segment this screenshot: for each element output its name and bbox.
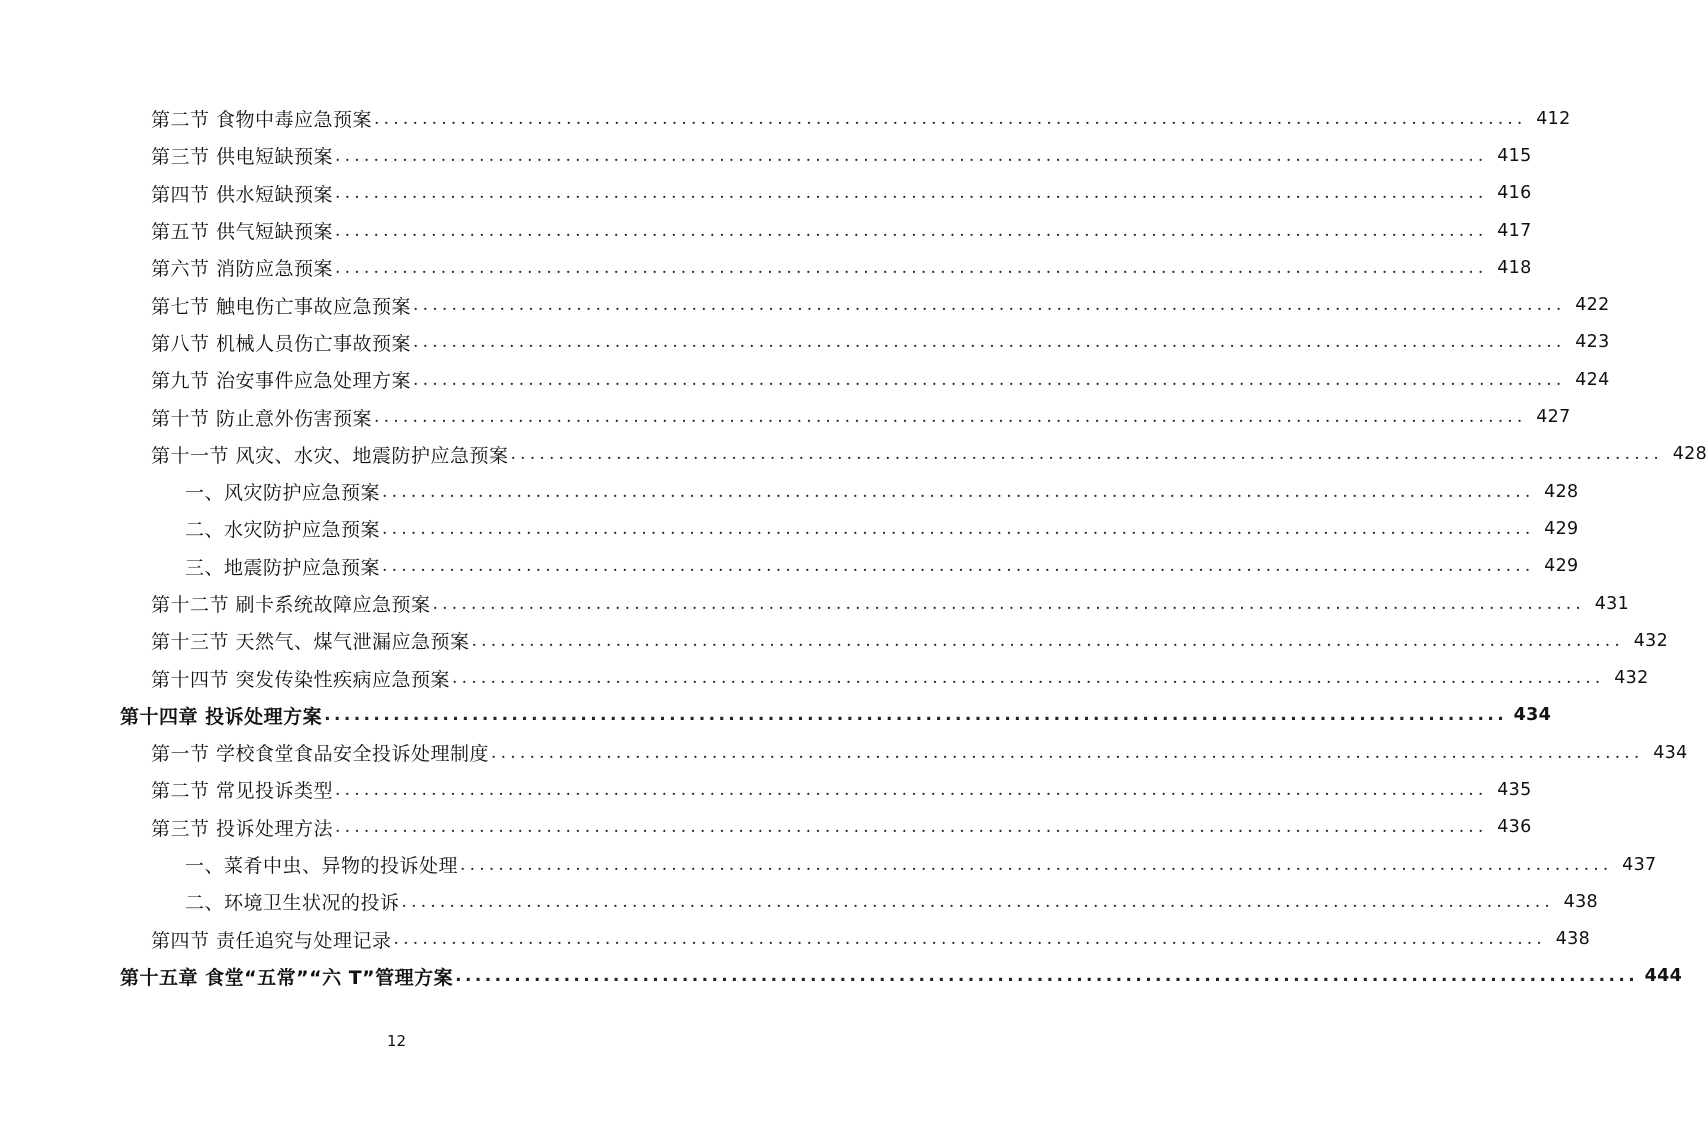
toc-entry-sub[interactable] (0, 473, 1579, 510)
page-number: 12 (386, 1032, 407, 1050)
toc-entry-page-number: 428 (1672, 444, 1707, 465)
toc-entry-title: 第十四节 突发传染性疾病应急预案 (151, 665, 450, 692)
toc-entry-page-number: 431 (1594, 593, 1630, 614)
toc-entry-title: 第十四章 投诉处理方案 (120, 702, 322, 729)
dot-leader: ........................................................................................................................ (413, 332, 1566, 353)
toc-entry-page-number: 432 (1633, 630, 1669, 651)
toc-entry-section[interactable] (0, 771, 1532, 808)
toc-entry-page-number: 417 (1497, 220, 1532, 241)
toc-entry-title: 第十五章 食堂“五常”“六 T”管理方案 (120, 963, 453, 990)
dot-leader: ........................................................................................................................ (432, 593, 1586, 614)
toc-entry-title: 三、地震防护应急预案 (185, 553, 380, 580)
toc-entry-sub[interactable] (0, 548, 1579, 585)
toc-entry-section[interactable] (0, 361, 1610, 398)
toc-entry-title: 第一节 学校食堂食品安全投诉处理制度 (151, 739, 489, 766)
toc-entry-section[interactable] (0, 659, 1649, 696)
dot-leader: ........................................................................................................................ (335, 220, 1488, 241)
toc-entry-page-number: 412 (1536, 108, 1571, 129)
toc-entry-title: 第九节 治安事件应急处理方案 (151, 366, 411, 393)
toc-entry-chapter[interactable] (0, 697, 1552, 734)
dot-leader: ........................................................................................................................ (382, 556, 1535, 577)
dot-leader: ........................................................................................................................ (455, 966, 1639, 987)
dot-leader: ........................................................................................................................ (460, 854, 1613, 875)
toc-entry-section[interactable] (0, 324, 1610, 361)
toc-entry-section[interactable] (0, 921, 1591, 958)
toc-entry-section[interactable] (0, 286, 1610, 323)
toc-entry-page-number: 434 (1513, 705, 1552, 726)
dot-leader: ........................................................................................................................ (335, 817, 1488, 838)
toc-entry-title: 二、水灾防护应急预案 (185, 515, 380, 542)
toc-entry-section[interactable] (0, 100, 1571, 137)
toc-entry-page-number: 418 (1497, 257, 1532, 278)
toc-entry-page-number: 432 (1614, 668, 1649, 689)
toc-entry-title: 第六节 消防应急预案 (151, 254, 333, 281)
toc-entry-page-number: 438 (1555, 929, 1591, 950)
toc-entry-sub[interactable] (0, 510, 1579, 547)
toc-entry-title: 第十三节 天然气、煤气泄漏应急预案 (151, 627, 470, 654)
toc-entry-title: 第四节 供水短缺预案 (151, 180, 333, 207)
toc-entry-page-number: 423 (1575, 332, 1610, 353)
toc-entry-section[interactable] (0, 585, 1630, 622)
toc-entry-section[interactable] (0, 809, 1532, 846)
toc-entry-title: 第五节 供气短缺预案 (151, 217, 333, 244)
toc-entry-page-number: 436 (1497, 817, 1532, 838)
toc-entry-title: 第十一节 风灾、水灾、地震防护应急预案 (151, 441, 509, 468)
dot-leader: ........................................................................................................................ (413, 369, 1566, 390)
dot-leader: ........................................................................................................................ (374, 407, 1527, 428)
toc-entry-page-number: 429 (1544, 556, 1579, 577)
dot-leader: ........................................................................................................................ (491, 742, 1644, 763)
dot-leader: ........................................................................................................................ (335, 145, 1488, 166)
dot-leader: ........................................................................................................................ (413, 295, 1566, 316)
toc-entry-title: 第十二节 刷卡系统故障应急预案 (151, 590, 431, 617)
toc-entry-section[interactable] (0, 436, 1707, 473)
toc-entry-title: 第二节 常见投诉类型 (151, 776, 333, 803)
toc-entry-page-number: 427 (1536, 407, 1571, 428)
toc-entry-title: 第七节 触电伤亡事故应急预案 (151, 292, 411, 319)
toc-entry-page-number: 438 (1563, 891, 1598, 912)
toc-entry-title: 一、菜肴中虫、异物的投诉处理 (185, 851, 458, 878)
toc-entry-title: 一、风灾防护应急预案 (185, 478, 380, 505)
toc-entry-page-number: 435 (1497, 779, 1532, 800)
dot-leader: ........................................................................................................................ (335, 257, 1488, 278)
dot-leader: ........................................................................................................................ (374, 108, 1527, 129)
toc-entry-sub[interactable] (0, 883, 1598, 920)
toc-entry-section[interactable] (0, 212, 1532, 249)
toc-entry-sub[interactable] (0, 846, 1657, 883)
toc-entry-page-number: 428 (1544, 481, 1579, 502)
toc-entry-page-number: 429 (1544, 518, 1579, 539)
toc-entry-title: 二、环境卫生状况的投诉 (185, 888, 400, 915)
toc-entry-page-number: 424 (1575, 369, 1610, 390)
dot-leader: ........................................................................................................................ (382, 518, 1535, 539)
dot-leader: ........................................................................................................................ (471, 630, 1625, 651)
toc-entry-section[interactable] (0, 398, 1571, 435)
toc-entry-title: 第二节 食物中毒应急预案 (151, 105, 372, 132)
toc-entry-section[interactable] (0, 734, 1688, 771)
toc-entry-section[interactable] (0, 137, 1532, 174)
toc-entry-title: 第八节 机械人员伤亡事故预案 (151, 329, 411, 356)
toc-entry-section[interactable] (0, 175, 1532, 212)
toc-entry-title: 第四节 责任追究与处理记录 (151, 926, 392, 953)
toc-entry-title: 第三节 投诉处理方法 (151, 814, 333, 841)
dot-leader: ........................................................................................................................ (401, 891, 1554, 912)
toc-entry-page-number: 434 (1653, 742, 1688, 763)
toc-entry-section[interactable] (0, 622, 1669, 659)
toc-entry-title: 第十节 防止意外伤害预案 (151, 404, 372, 431)
dot-leader: ........................................................................................................................ (452, 668, 1605, 689)
dot-leader: ........................................................................................................................ (510, 444, 1664, 465)
toc-entry-page-number: 416 (1497, 183, 1532, 204)
toc-entry-section[interactable] (0, 249, 1532, 286)
toc-entry-page-number: 415 (1497, 145, 1532, 166)
dot-leader: ........................................................................................................................ (382, 481, 1535, 502)
dot-leader: ........................................................................................................................ (335, 779, 1488, 800)
dot-leader: ........................................................................................................................ (324, 705, 1508, 726)
toc-entry-page-number: 444 (1644, 966, 1683, 987)
toc-entry-page-number: 422 (1575, 295, 1610, 316)
toc-entry-page-number: 437 (1622, 854, 1657, 875)
table-of-contents (0, 100, 1707, 995)
toc-entry-chapter[interactable] (0, 958, 1683, 995)
toc-entry-title: 第三节 供电短缺预案 (151, 142, 333, 169)
dot-leader: ........................................................................................................................ (335, 183, 1488, 204)
dot-leader: ........................................................................................................................ (393, 929, 1547, 950)
